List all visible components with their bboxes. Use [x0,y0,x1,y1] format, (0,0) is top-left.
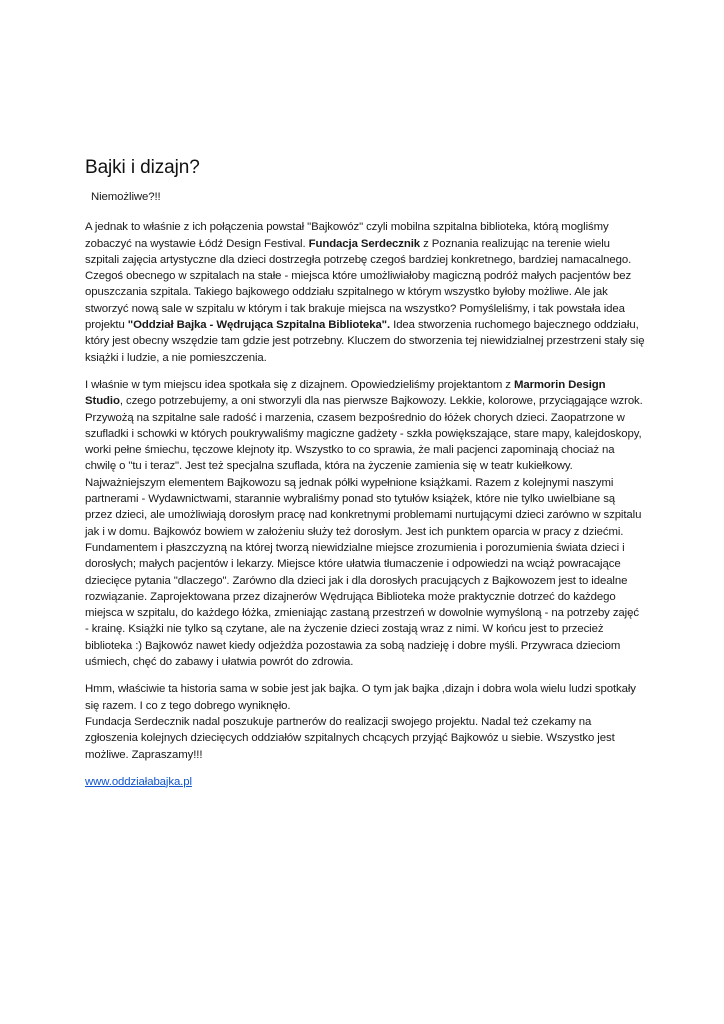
paragraph-design-text-1: I właśnie w tym miejscu idea spotkała się z dizajnem. Opowiedzieliśmy projektantom z [85,378,514,391]
paragraph-intro-text-2: z Poznania realizując na terenie wielu szpitali zajęcia artystyczne dla dzieci dostrzegła potrzebę czegoś bardziej konkretnego, bardziej namacalnego. Czegoś obecnego w szpitalach na stałe - miejsca które umożliwiałoby magiczną podróż małych pacjentów bez opuszczania szpitala. Takiego bajkowego oddziału szpitalnego w którym wszystko byłoby możliwe. Ale jak stworzyć nową sale w szpitalu w którym i tak brakuje miejsca na wszystko? Pomyśleliśmy, i tak powstała idea projektu [85,237,632,332]
paragraph-story: Hmm, właściwie ta historia sama w sobie jest jak bajka. O tym jak bajka ,dizajn i dobra wola wielu ludzi spotkały się razem. I co z tego dobrego wyniknęło. [85,683,636,712]
paragraph-intro-text-1: A jednak to właśnie z ich połączenia powstał "Bajkowóz" czyli mobilna szpitalna biblioteka, którą mogliśmy zobaczyć na wystawie Łódź Design Festival. [85,221,609,250]
paragraph-design-text-2: , czego potrzebujemy, a oni stworzyli dla nas pierwsze Bajkowozy. Lekkie, kolorowe, przyciągające wzrok. Przywożą na szpitalne sale radość i marzenia, czasem bezpośrednio do łóżek chorych dzieci. Zaopatrzone w szufladki i schowki w których poukrywaliśmy magiczne gadżety - szkła powiększające, stare mapy, kalejdoskopy, worki pełne śmiechu, tęczowe klejnoty itp. Wszystko to co sprawia, że mali pacjenci zapominają chociaż na chwilę o "tu i teraz". Jest też specjalna szuflada, która na życzenie zamienia się w teatr kukiełkowy. Najważniejszym elementem Bajkowozu są jednak półki wypełnione książkami. Razem z kolejnymi naszymi partnerami - Wydawnictwami, starannie wybraliśmy ponad sto tytułów książek, które nie tylko uwielbiane są przez dzieci, ale umożliwiają dorosłym pracę nad konkretnymi problemami nurtującymi dzieci zarówno w szpitalu jak i w domu. Bajkowóz bowiem w założeniu służy też dorosłym. Jest ich punktem oparcia w pracy z dziećmi. Fundamentem i płaszczyzną na której tworzą niewidzialne miejsce zrozumienia i porozumienia świata dzieci i dorosłych; małych pacjentów i lekarzy. Miejsce które ułatwia tłumaczenie i odpowiedzi na wciąż powracające dziecięce pytania "dlaczego". Zarówno dla dzieci jak i dla dorosłych pracujących z Bajkowozem jest to idealne rozwiązanie. Zaprojektowana przez dizajnerów Wędrująca Biblioteka może praktycznie dotrzeć do każdego miejsca w szpitalu, do każdego łóżka, zmieniając zastaną przestrzeń w dowolnie wymyśloną - na potrzeby zajęć - krainę. Książki nie tylko są czytane, ale na życzenie dzieci zostają wraz z nimi. W końcu jest to przecież biblioteka :) Bajkowóz nawet kiedy odjeżdża pozostawia za sobą nadzieję i dobre myśli. Przywraca dzieciom uśmiech, chęć do zabawy i ułatwia powrót do zdrowia. [85,395,643,669]
project-name: "Oddział Bajka - Wędrująca Szpitalna Biblioteka". [127,319,391,332]
link-paragraph [85,774,645,790]
paragraph-call-to-action: Fundacja Serdecznik nadal poszukuje partnerów do realizacji swojego projektu. Nadal też czekamy na zgłoszenia kolejnych dziecięcych oddziałów szpitalnych chcących przyjąć Bajkowóz u siebie. Wszystko jest możliwe. Zapraszamy!!! [85,715,615,761]
foundation-name: Fundacja Serdecznik [308,237,421,250]
studio-name: Marmorin Design Studio [85,378,606,408]
website-link[interactable]: www.oddziałabajka.pl [85,775,192,788]
paragraph-design [85,377,645,670]
paragraph-intro-text-3: Idea stworzenia ruchomego bajecznego oddziału, który jest obecny wszędzie tam gdzie jest potrzebny. Kluczem do stworzenia tej niewidzialnej przestrzeni stały się książki i ludzie, a nie pomieszczenia. [85,319,645,364]
document-title: Bajki i dizajn? [85,157,200,178]
document-subtitle: Niemożliwe?!! [91,191,161,203]
document-body [85,156,645,801]
paragraph-intro [85,219,645,366]
